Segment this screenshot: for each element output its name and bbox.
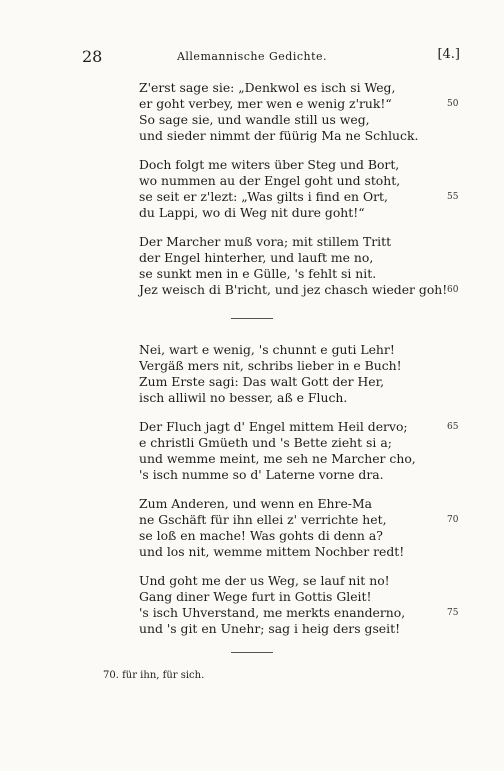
- verse-line: wo nummen au der Engel goht und stoht,: [139, 173, 401, 188]
- verse-line: und 's git en Unehr; sag i heig ders gseit!: [139, 621, 401, 636]
- verse-line: So sage sie, und wandle still us weg,: [139, 112, 370, 127]
- verse-line: Und goht me der us Weg, se lauf nit no!: [139, 573, 390, 588]
- line-number: 50: [447, 99, 459, 109]
- verse-line: Der Fluch jagt d' Engel mittem Heil dervo;: [139, 419, 408, 434]
- verse-line: e christli Gmüeth und 's Bette zieht si a;: [139, 435, 392, 450]
- verse-line: er goht verbey, mer wen e wenig z'ruk!“: [139, 96, 392, 111]
- verse-line: Zum Anderen, und wenn en Ehre-Ma: [139, 496, 373, 511]
- section-divider: [231, 318, 273, 319]
- footnote-divider: [231, 652, 273, 653]
- verse-line: ne Gschäft für ihn ellei z' verrichte het,: [139, 512, 387, 527]
- verse-line: der Engel hinterher, und lauft me no,: [139, 250, 374, 265]
- verse-line: und los nit, wemme mittem Nochber redt!: [139, 544, 405, 559]
- verse-line: Jez weisch di B'richt, und jez chasch wieder goh!: [139, 282, 448, 297]
- verse-line: Gang diner Wege furt in Gottis Gleit!: [139, 589, 372, 604]
- page-number: 28: [82, 47, 103, 66]
- line-number: 60: [447, 285, 459, 295]
- line-number: 55: [447, 192, 459, 202]
- verse-line: se loß en mache! Was gohts di denn a?: [139, 528, 383, 543]
- line-number: 65: [447, 422, 459, 432]
- verse-line: isch alliwil no besser, aß e Fluch.: [139, 390, 348, 405]
- verse-line: Der Marcher muß vora; mit stillem Tritt: [139, 234, 392, 249]
- verse-line: 's isch numme so d' Laterne vorne dra.: [139, 467, 384, 482]
- signature-mark: [4.]: [437, 47, 460, 62]
- line-number: 75: [447, 608, 459, 618]
- verse-line: se sunkt men in e Gülle, 's fehlt si nit.: [139, 266, 377, 281]
- verse-line: Zum Erste sagi: Das walt Gott der Her,: [139, 374, 385, 389]
- verse-line: du Lappi, wo di Weg nit dure goht!“: [139, 205, 365, 220]
- verse-line: und sieder nimmt der füürig Ma ne Schluck.: [139, 128, 419, 143]
- verse-line: Vergäß mers nit, schribs lieber in e Buch!: [139, 358, 402, 373]
- verse-line: Z'erst sage sie: „Denkwol es isch si Weg,: [139, 80, 396, 95]
- verse-line: und wemme meint, me seh ne Marcher cho,: [139, 451, 416, 466]
- verse-line: Doch folgt me witers über Steg und Bort,: [139, 157, 400, 172]
- running-title: Allemannische Gedichte.: [176, 50, 328, 63]
- verse-line: Nei, wart e wenig, 's chunnt e guti Lehr!: [139, 342, 395, 357]
- verse-line: se seit er z'lezt: „Was gilts i find en Ort,: [139, 189, 388, 204]
- running-header: [0, 47, 504, 69]
- footnote: 70. für ihn, für sich.: [103, 670, 205, 681]
- verse-line: 's isch Uhverstand, me merkts enanderno,: [139, 605, 406, 620]
- line-number: 70: [447, 515, 459, 525]
